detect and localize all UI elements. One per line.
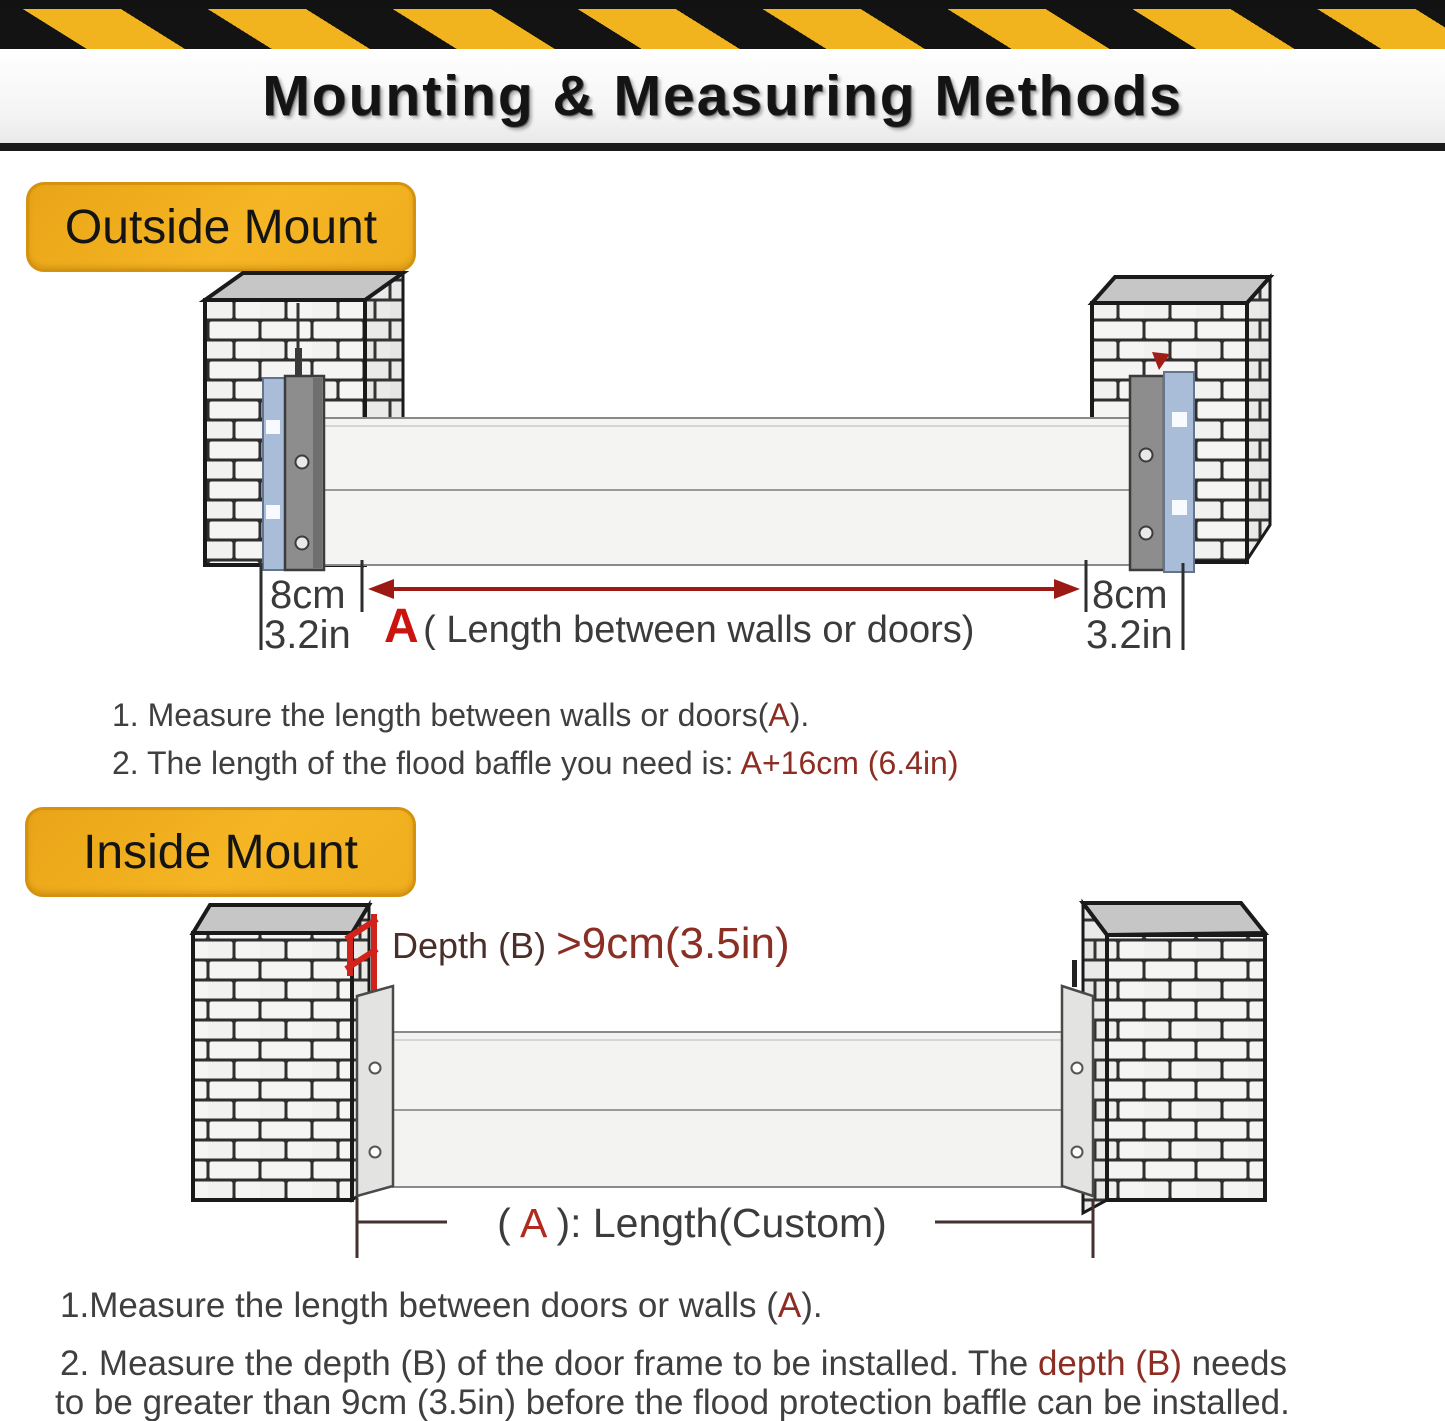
mounting-bracket-right — [1130, 376, 1164, 570]
outside-mount-badge — [26, 182, 416, 272]
banner-top-bar — [0, 0, 1445, 9]
screw-hole — [370, 1063, 381, 1074]
screw-hole — [1072, 1147, 1083, 1158]
left-offset-cm: 8cm — [270, 573, 346, 617]
length-a-label: A ( Length between walls or doors) — [384, 600, 975, 653]
screw-hole — [1140, 527, 1153, 540]
wall-channel-right — [1164, 372, 1194, 572]
flood-baffle — [393, 1032, 1062, 1187]
page-title: Mounting & Measuring Methods — [262, 64, 1183, 128]
inside-mount-badge-label: Inside Mount — [83, 825, 358, 879]
screw-hole — [1140, 449, 1153, 462]
mounting-bracket-left — [357, 986, 393, 1196]
inside-step-1: 1.Measure the length between doors or walls (A). — [60, 1286, 823, 1325]
outside-step-2: 2. The length of the flood baffle you need is: A+16cm (6.4in) — [112, 745, 959, 781]
mounting-bracket-right — [1062, 960, 1093, 1196]
screw-hole — [296, 537, 309, 550]
inside-step-2: 2. Measure the depth (B) of the door frame to be installed. The depth (B) needs — [60, 1344, 1288, 1383]
right-offset-cm: 8cm — [1092, 573, 1168, 617]
inside-mount-badge — [25, 807, 416, 897]
depth-label: Depth (B) >9cm(3.5in) — [392, 919, 790, 968]
outside-mount-diagram — [0, 260, 1445, 690]
outside-step-1: 1. Measure the length between walls or doors(A). — [112, 697, 810, 733]
inside-step-2-cont: to be greater than 9cm (3.5in) before the flood protection baffle can be installed. — [55, 1383, 1290, 1421]
screw-hole — [296, 456, 309, 469]
screw-hole — [370, 1147, 381, 1158]
dimension-arrow — [368, 579, 1080, 599]
banner-divider — [0, 143, 1445, 151]
right-offset-in: 3.2in — [1086, 613, 1173, 657]
flood-baffle — [324, 418, 1132, 565]
banner-title-band — [0, 49, 1445, 143]
dimension-outside — [261, 560, 1183, 657]
wall-channel-left — [263, 378, 285, 570]
inside-mount-diagram — [0, 895, 1445, 1295]
mounting-pin — [1072, 960, 1077, 987]
length-custom-label: ( A ): Length(Custom) — [497, 1200, 887, 1246]
mounting-bracket-left — [285, 376, 324, 570]
left-offset-in: 3.2in — [264, 613, 351, 657]
hazard-stripes — [0, 9, 1445, 49]
hazard-banner — [0, 0, 1445, 151]
screw-hole — [1072, 1063, 1083, 1074]
outside-mount-badge-label: Outside Mount — [64, 200, 378, 254]
brick-pillar-right — [1083, 903, 1265, 1213]
brick-pillar-left — [193, 905, 369, 1200]
